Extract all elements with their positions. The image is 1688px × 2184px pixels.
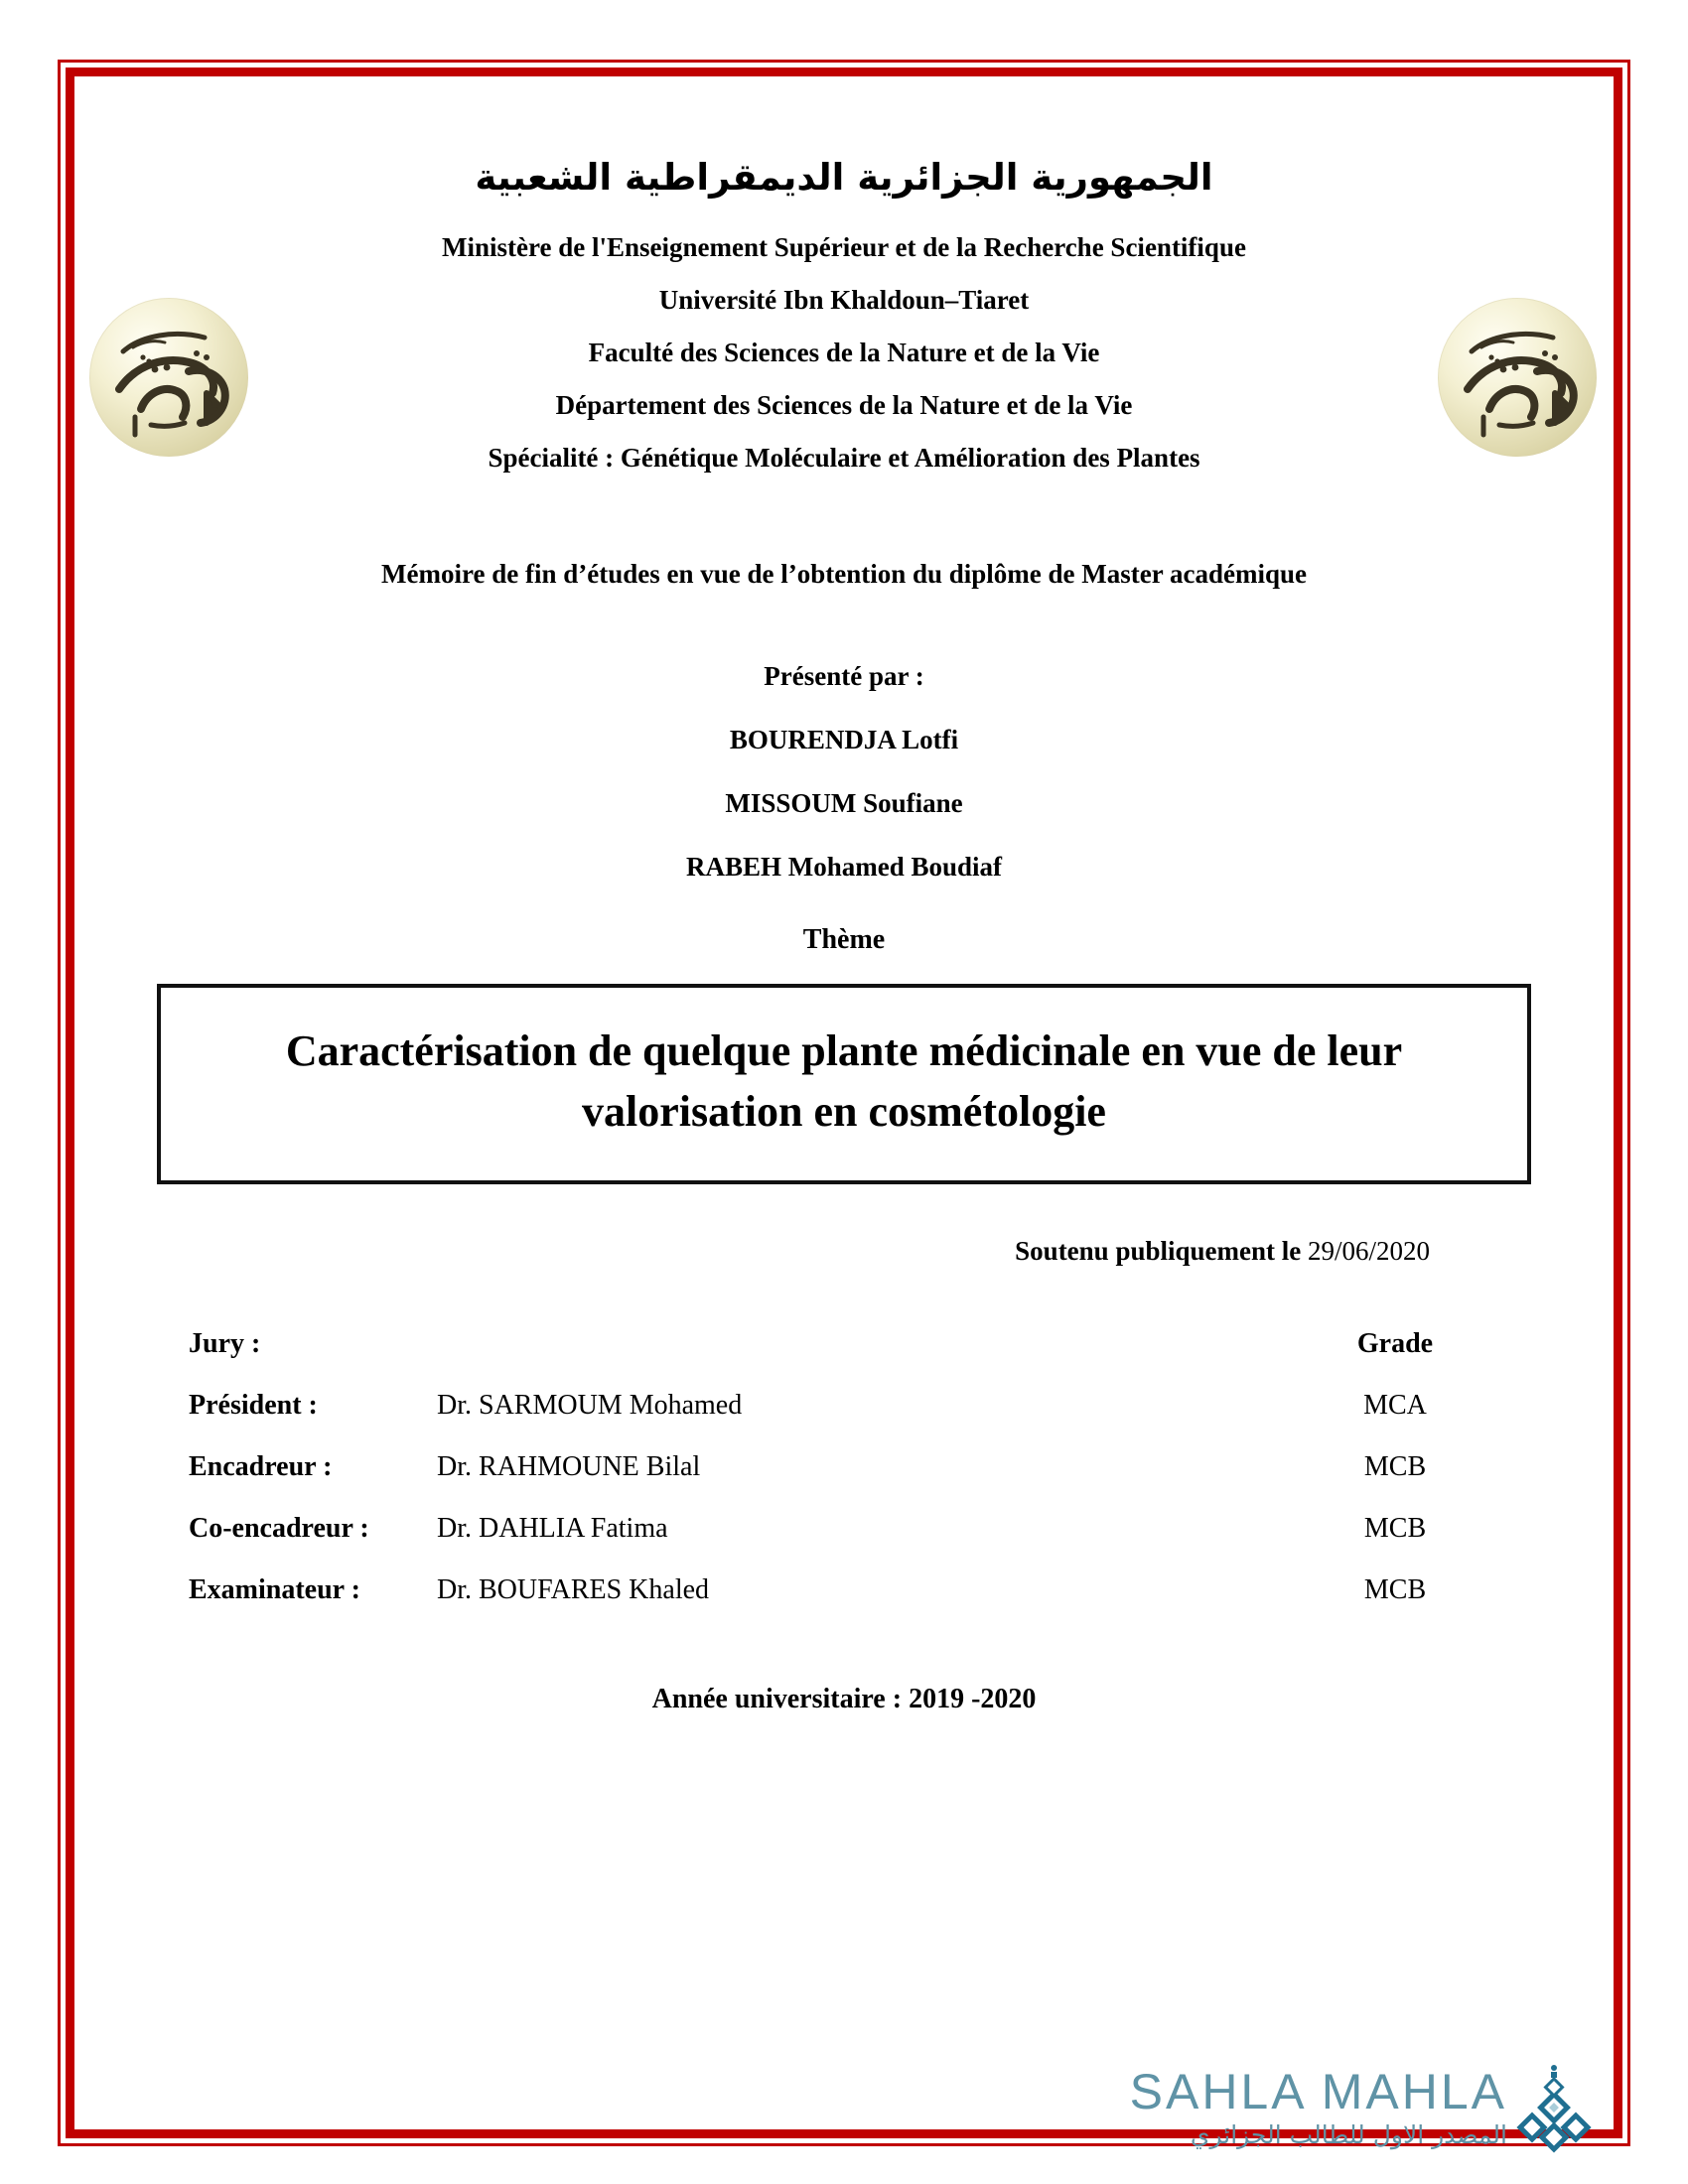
table-row xyxy=(189,1451,1499,1483)
defense-date: 29/06/2020 xyxy=(1307,1235,1430,1266)
jury-grade: MCA xyxy=(1363,1389,1427,1421)
theme-label: Thème xyxy=(802,924,886,956)
arabic-republic-header: الجمهورية الجزائرية الديمقراطية الشعبية xyxy=(475,156,1213,199)
watermark-brand-name: SAHLA MAHLA xyxy=(1129,2064,1507,2119)
jury-member-name: Dr. BOUFARES Khaled xyxy=(437,1573,710,1605)
watermark-text xyxy=(1129,2064,1507,2150)
jury-label: Jury : xyxy=(189,1327,261,1359)
institution-block xyxy=(89,234,1599,472)
memoire-statement: Mémoire de fin d’études en vue de l’obtention du diplôme de Master académique xyxy=(381,559,1307,590)
jury-role: Président : xyxy=(189,1389,318,1421)
author-name: RABEH Mohamed Boudiaf xyxy=(685,852,1003,883)
jury-role: Encadreur : xyxy=(189,1450,333,1482)
jury-grade: MCB xyxy=(1363,1573,1427,1605)
table-row xyxy=(189,1390,1499,1422)
jury-grade: MCB xyxy=(1363,1512,1427,1544)
institution-line-faculty: Faculté des Sciences de la Nature et de la Vie xyxy=(588,338,1100,368)
jury-table-header xyxy=(189,1328,1499,1360)
jury-role: Examinateur : xyxy=(189,1573,360,1605)
institution-line-department: Département des Sciences de la Nature et de la Vie xyxy=(555,390,1133,421)
jury-member-name: Dr. RAHMOUNE Bilal xyxy=(437,1450,701,1482)
defense-date-line xyxy=(89,1236,1599,1267)
jury-grade-header: Grade xyxy=(1356,1327,1434,1359)
author-name: BOURENDJA Lotfi xyxy=(729,725,959,755)
page-title: Caractérisation de quelque plante médicinale en vue de leur valorisation en cosmétologie xyxy=(285,1026,1403,1136)
presented-by-block xyxy=(89,661,1599,883)
jury-member-name: Dr. SARMOUM Mohamed xyxy=(437,1389,743,1421)
institution-line-specialty: Spécialité : Génétique Moléculaire et Amélioration des Plantes xyxy=(488,443,1200,474)
jury-member-name: Dr. DAHLIA Fatima xyxy=(437,1512,668,1544)
jury-grade: MCB xyxy=(1363,1450,1427,1482)
defense-label: Soutenu publiquement le xyxy=(1015,1235,1302,1266)
table-row xyxy=(189,1513,1499,1545)
jury-role: Co-encadreur : xyxy=(189,1512,369,1544)
institution-line-university: Université Ibn Khaldoun–Tiaret xyxy=(658,285,1030,316)
watermark-arabic-tagline: المصدر الاول للطالب الجزائري xyxy=(1190,2120,1507,2149)
jury-table xyxy=(89,1328,1599,1606)
author-name: MISSOUM Soufiane xyxy=(725,788,963,819)
institution-line-ministry: Ministère de l'Enseignement Supérieur et de la Recherche Scientifique xyxy=(442,232,1246,263)
sahla-mahla-logo-icon xyxy=(1511,2063,1597,2154)
sahla-mahla-watermark xyxy=(1130,2063,1597,2154)
academic-year: Année universitaire : 2019 -2020 xyxy=(651,1683,1037,1714)
presented-by-label: Présenté par : xyxy=(764,661,924,692)
page-content xyxy=(89,95,1599,2119)
table-row xyxy=(189,1574,1499,1606)
thesis-title-box xyxy=(157,984,1531,1183)
